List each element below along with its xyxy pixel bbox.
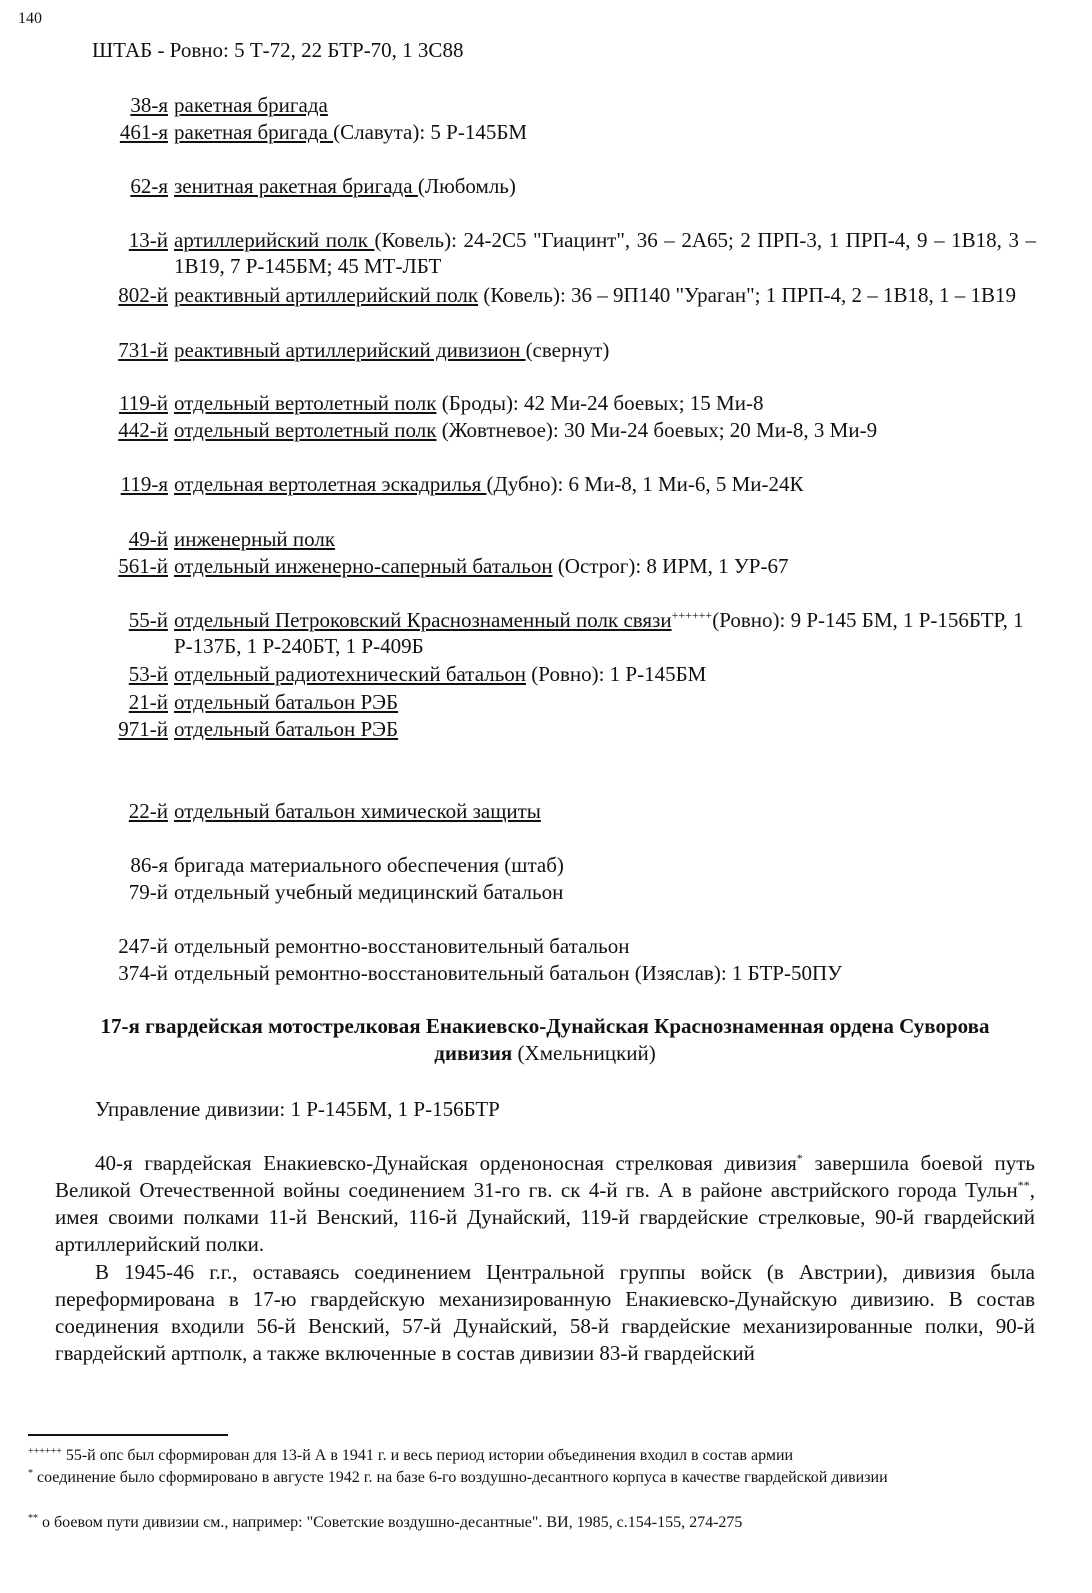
unit-name: артиллерийский полк [174, 228, 375, 252]
unit-number: 119-я [120, 472, 168, 496]
unit-number: 22-й [128, 799, 168, 823]
unit-number: 13-й [128, 228, 168, 252]
unit-details: отдельный ремонтно-восстановительный батальон (Изяслав): 1 БТР-50ПУ [174, 961, 842, 985]
unit-number: 247-й [118, 934, 168, 958]
footnote [28, 1513, 1038, 1533]
unit-details: отдельный учебный медицинский батальон [174, 880, 564, 904]
unit-details: (свернут) [525, 338, 610, 362]
unit-details: (Дубно): 6 Ми-8, 1 Ми-6, 5 Ми-24К [486, 472, 804, 496]
footnote-text: о боевом пути дивизии см., например: "Советские воздушно-десантные". ВИ, 1985, с.154-155, 274-275 [38, 1514, 743, 1531]
paragraph-text: , имея своими полками 11-й Венский, 116-й Дунайский, 119-й гвардейские стрелковые, 90-й гвардейский артиллерийский полки. [55, 1178, 1035, 1256]
unit-number: 971-й [118, 717, 168, 741]
unit-number: 86-я [130, 853, 168, 877]
unit-details: (Любомль) [417, 174, 516, 198]
unit-number: 55-й [128, 608, 168, 632]
unit-number: 561-й [118, 554, 168, 578]
unit-name: ракетная бригада [174, 93, 328, 117]
unit-details: (Ровно): 9 Р-145 БМ, 1 Р-156БТР, 1 Р-137Б, 1 Р-240БТ, 1 Р-409Б [174, 608, 1024, 658]
unit-name: ракетная бригада [174, 120, 334, 144]
hq-line: ШТАБ - Ровно: 5 Т-72, 22 БТР-70, 1 3С88 [92, 38, 464, 62]
unit-details: (Славута): 5 Р-145БМ [333, 120, 528, 144]
unit-number: 802-й [118, 283, 168, 307]
paragraph [55, 1150, 1035, 1258]
page-number: 140 [18, 10, 42, 27]
paragraph-text: завершила боевой путь Великой Отечественной войны соединением 31-го гв. ск 4-й гв. А в районе австрийского города Тульн [55, 1151, 1035, 1202]
unit-details: (Ровно): 1 Р-145БМ [526, 662, 707, 686]
footnote-text: соединение было сформировано в августе 1942 г. на базе 6-го воздушно-десантного корпуса в качестве гвардейской дивизии [33, 1469, 888, 1486]
footnote-mark: ** [28, 1513, 38, 1524]
unit-number: 461-я [119, 120, 168, 144]
unit-name: отдельный Петроковский Краснознаменный полк связи [174, 608, 672, 632]
unit-number: 21-й [128, 690, 168, 714]
unit-number: 38-я [130, 93, 168, 117]
unit-name: зенитная ракетная бригада [174, 174, 418, 198]
footnote-mark: * [28, 1468, 33, 1479]
unit-name: реактивный артиллерийский дивизион [174, 338, 526, 362]
unit-number: 62-я [130, 174, 168, 198]
footnote-mark: ++++++ [671, 608, 713, 622]
unit-name: отдельная вертолетная эскадрилья [174, 472, 487, 496]
footnote [28, 1446, 1038, 1466]
footnote-mark: * [796, 1151, 803, 1165]
division-management: Управление дивизии: 1 Р-145БМ, 1 Р-156БТР [95, 1097, 500, 1121]
unit-name: отдельный батальон РЭБ [174, 690, 399, 714]
unit-number: 119-й [119, 391, 168, 415]
unit-number: 731-й [118, 338, 168, 362]
unit-name: отдельный батальон химической защиты [174, 799, 541, 823]
paragraph: В 1945-46 г.г., оставаясь соединением Центральной группы войск (в Австрии), дивизия была переформирована в 17-ю гвардейскую механизированную Енакиевско-Дунайскую дивизию. В состав соединения входили 56-й Венский, 57-й Дунайский, 58-й гвардейские механизированные полки, 90-й гвардейский артполк, а также включенные в состав дивизии 83-й гвардейский [55, 1260, 1035, 1365]
unit-name: отдельный вертолетный полк [174, 391, 437, 415]
unit-number: 49-й [128, 527, 168, 551]
unit-number: 79-й [128, 880, 168, 904]
unit-name: отдельный инженерно-саперный батальон [174, 554, 553, 578]
unit-details: (Жовтневое): 30 Ми-24 боевых; 20 Ми-8, 3 Ми-9 [436, 418, 878, 442]
unit-name: отдельный радиотехнический батальон [174, 662, 527, 686]
unit-details: (Ковель): 36 – 9П140 "Ураган"; 1 ПРП-4, 2 – 1В18, 1 – 1В19 [478, 283, 1016, 307]
paragraph-text: 40-я гвардейская Енакиевско-Дунайская орденоносная стрелковая дивизия [95, 1151, 797, 1175]
unit-name: отдельный вертолетный полк [174, 418, 437, 442]
division-heading [100, 1013, 990, 1067]
unit-details: бригада материального обеспечения (штаб) [174, 853, 564, 877]
unit-number: 442-й [118, 418, 168, 442]
unit-details: (Острог): 8 ИРМ, 1 УР-67 [552, 554, 789, 578]
unit-details: отдельный ремонтно-восстановительный батальон [174, 934, 630, 958]
unit-number: 374-й [118, 961, 168, 985]
division-title: 17-я гвардейская мотострелковая Енакиевско-Дунайская Краснознаменная ордена Суворова дивизия [100, 1014, 990, 1065]
unit-number: 53-й [128, 662, 168, 686]
footnote-mark: ** [1017, 1178, 1030, 1192]
division-location: (Хмельницкий) [512, 1041, 656, 1065]
footnote-text: 55-й опс был сформирован для 13-й А в 1941 г. и весь период истории объединения входил в состав армии [61, 1447, 794, 1464]
footnote [28, 1468, 1038, 1488]
unit-name: отдельный батальон РЭБ [174, 717, 399, 741]
footnote-mark: ++++++ [28, 1446, 62, 1457]
unit-name: инженерный полк [174, 527, 336, 551]
unit-details: (Броды): 42 Ми-24 боевых; 15 Ми-8 [436, 391, 764, 415]
unit-details: (Ковель): 24-2С5 "Гиацинт", 36 – 2А65; 2 ПРП-3, 1 ПРП-4, 9 – 1В18, 3 – 1В19, 7 Р-145БМ; 45 МТ-ЛБТ [174, 228, 1036, 278]
footnote-divider [28, 1434, 228, 1436]
unit-name: реактивный артиллерийский полк [174, 283, 479, 307]
